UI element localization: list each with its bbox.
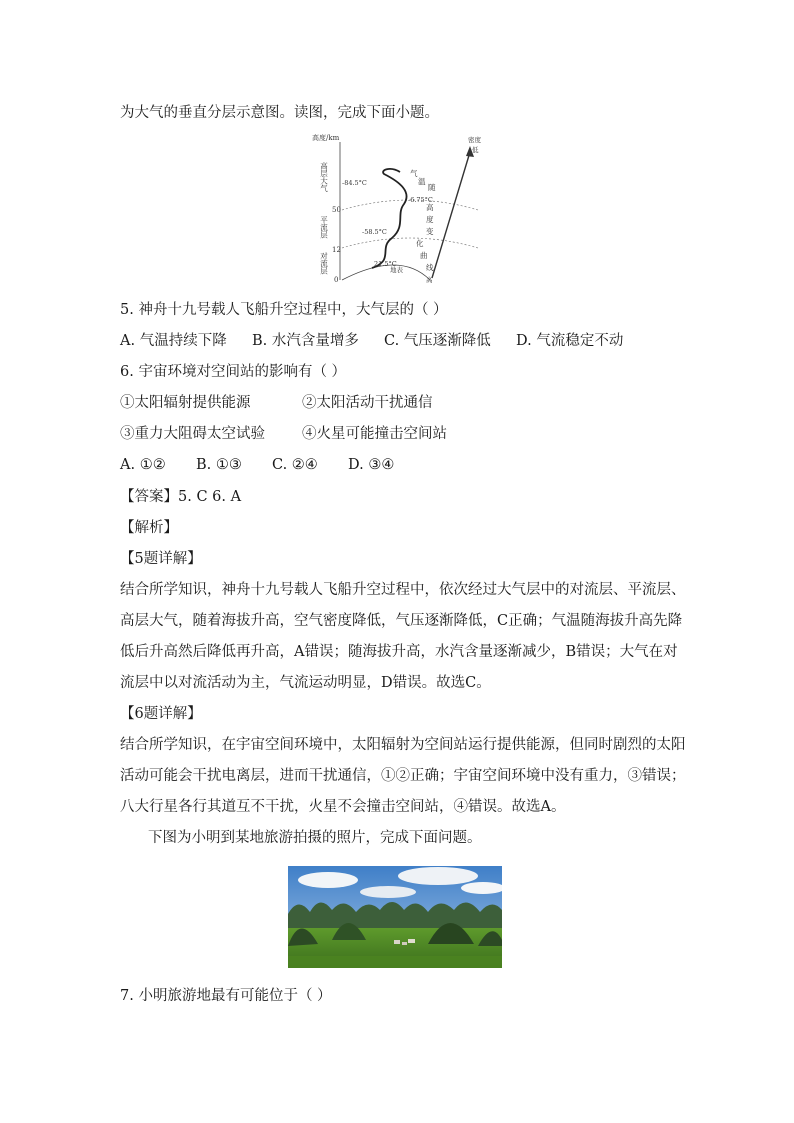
q6-item-3: ③重力大阻碍太空试验 bbox=[120, 426, 265, 442]
q5-detail-1: 结合所学知识，神舟十九号载人飞船升空过程中，依次经过大气层中的对流层、平流层、 bbox=[120, 582, 686, 598]
q5-detail-4: 流层中以对流活动为主，气流运动明显，D错误。故选C。 bbox=[120, 675, 491, 691]
q5-detail-2: 高层大气，随着海拔升高，空气密度降低，气压逐渐降低，C正确；气温随海拔升高先降 bbox=[120, 613, 683, 629]
q5-option-a: A. 气温持续下降 bbox=[120, 333, 227, 349]
temp-3: -58.5°C bbox=[362, 228, 387, 236]
q6-item-4: ④火星可能撞击空间站 bbox=[302, 426, 447, 442]
curve-label bbox=[410, 168, 436, 272]
boundary-12 bbox=[342, 238, 478, 248]
temp-4: 21.5°C bbox=[374, 260, 397, 268]
q5-detail-3: 低后升高然后降低再升高，A错误；随海拔升高，水汽含量逐渐减少，B错误；大气在对 bbox=[120, 644, 678, 660]
temperature-curve bbox=[372, 169, 407, 268]
q6-detail-title: 【6题详解】 bbox=[120, 706, 202, 722]
density-arrow bbox=[432, 152, 470, 278]
density-low: 低 bbox=[472, 146, 479, 154]
tick-12: 12 bbox=[332, 246, 341, 254]
photo-intro: 下图为小明到某地旅游拍摄的照片，完成下面问题。 bbox=[148, 830, 482, 846]
y-axis-label: 高度/km bbox=[312, 134, 340, 142]
svg-text:高: 高 bbox=[426, 203, 434, 212]
q5-option-d: D. 气流稳定不动 bbox=[516, 333, 624, 349]
ground-label: 地表 bbox=[390, 266, 403, 274]
layer-labels bbox=[319, 161, 328, 276]
svg-text:随: 随 bbox=[428, 183, 436, 192]
density-high: 高 bbox=[426, 276, 433, 284]
svg-text:曲: 曲 bbox=[420, 251, 428, 260]
layer-strat: 平流层 bbox=[319, 216, 329, 239]
q6-option-c: C. ②④ bbox=[272, 457, 318, 473]
tick-0: 0 bbox=[334, 276, 339, 284]
q6-stem: 6. 宇宙环境对空间站的影响有（ ） bbox=[120, 364, 347, 380]
q7-stem: 7. 小明旅游地最有可能位于（ ） bbox=[120, 988, 332, 1004]
analysis-title: 【解析】 bbox=[120, 520, 178, 536]
tick-50: 50 bbox=[332, 206, 341, 214]
layer-high: 高层大气 bbox=[319, 162, 329, 192]
svg-text:化: 化 bbox=[416, 239, 424, 248]
atmosphere-layer-diagram bbox=[300, 130, 500, 290]
q6-item-2: ②太阳活动干扰通信 bbox=[302, 395, 433, 411]
q6-option-a: A. ①② bbox=[120, 457, 166, 473]
q5-option-b: B. 水汽含量增多 bbox=[252, 333, 359, 349]
svg-text:线: 线 bbox=[426, 263, 434, 272]
svg-text:温: 温 bbox=[418, 177, 426, 186]
q5-option-c: C. 气压逐渐降低 bbox=[384, 333, 491, 349]
karst-landscape-photo bbox=[288, 866, 502, 968]
temp-2: -6.75°C bbox=[408, 196, 433, 204]
temp-1: -84.5°C bbox=[342, 179, 367, 187]
q5-detail-title: 【5题详解】 bbox=[120, 551, 202, 567]
q6-detail-3: 八大行星各行其道互不干扰，火星不会撞击空间站，④错误。故选A。 bbox=[120, 799, 566, 815]
q6-detail-2: 活动可能会干扰电离层，进而干扰通信，①②正确；宇宙空间环境中没有重力，③错误； bbox=[120, 768, 686, 784]
q6-detail-1: 结合所学知识，在宇宙空间环境中，太阳辐射为空间站运行提供能源，但同时剧烈的太阳 bbox=[120, 737, 686, 753]
svg-text:度: 度 bbox=[426, 215, 434, 224]
svg-text:变: 变 bbox=[426, 227, 434, 236]
q6-item-1: ①太阳辐射提供能源 bbox=[120, 395, 251, 411]
svg-text:气: 气 bbox=[410, 169, 418, 178]
q5-stem: 5. 神舟十九号载人飞船升空过程中，大气层的（ ） bbox=[120, 302, 448, 318]
density-label: 密度 bbox=[468, 136, 481, 144]
answer-line: 【答案】5. C 6. A bbox=[120, 489, 242, 505]
intro-text: 为大气的垂直分层示意图。读图，完成下面小题。 bbox=[120, 105, 439, 121]
q6-option-d: D. ③④ bbox=[348, 457, 395, 473]
layer-trop: 对流层 bbox=[319, 252, 329, 275]
q6-option-b: B. ①③ bbox=[196, 457, 242, 473]
